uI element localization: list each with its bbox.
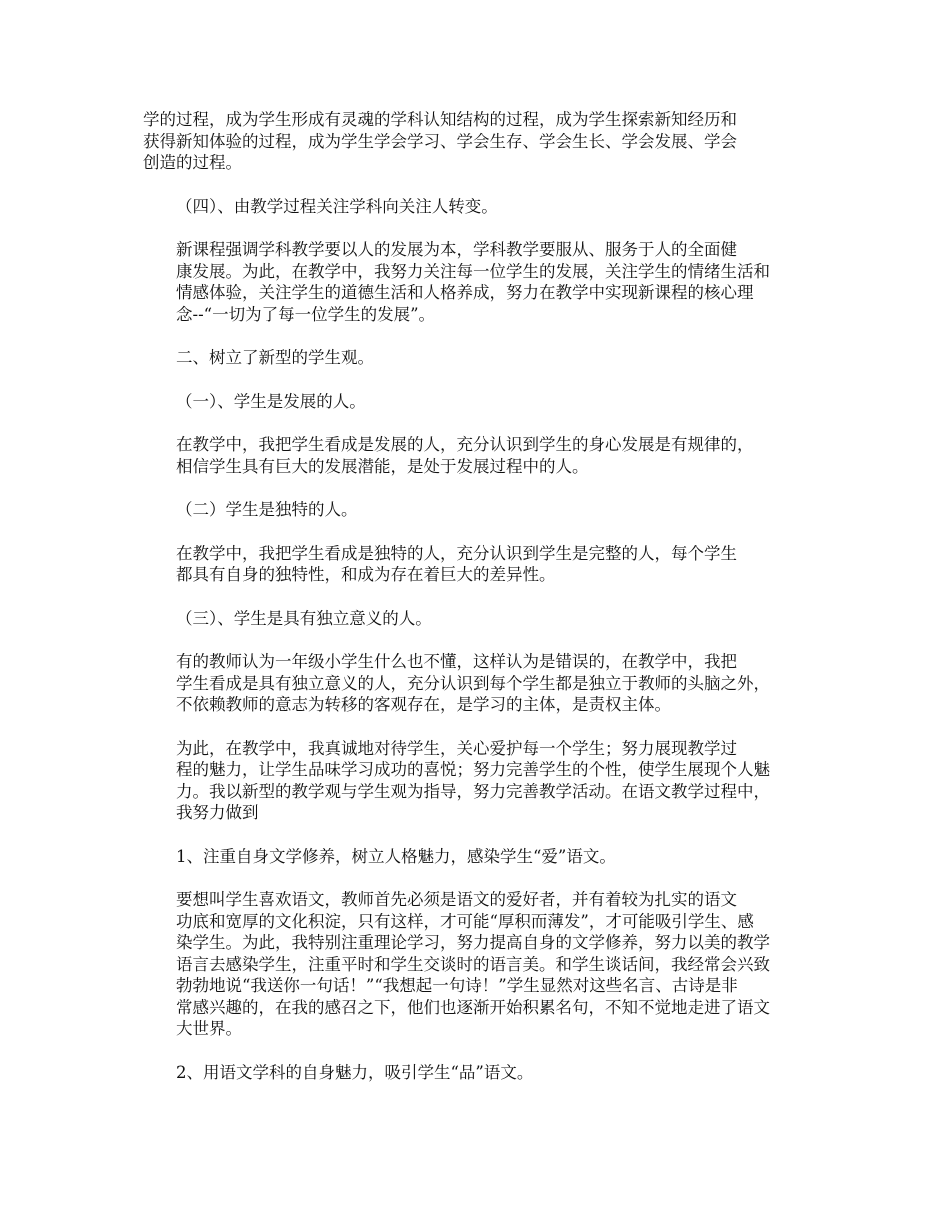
text-line: 我努力做到 [176, 803, 259, 822]
paragraph [143, 889, 823, 1040]
text-line: 常感兴趣的，在我的感召之下，他们也逐渐开始积累名句，不知不觉地走进了语文 [176, 997, 770, 1017]
section-heading [143, 846, 823, 868]
text-line: 不依赖教师的意志为转移的客观存在，是学习的主体，是责权主体。 [176, 695, 671, 714]
text-line: （二）学生是独特的人。 [176, 500, 358, 519]
document-body [143, 109, 823, 1105]
text-line: 1、注重自身文学修养，树立人格魅力，感染学生“爱”语文。 [176, 846, 616, 866]
section-heading [143, 391, 823, 413]
text-line: 创造的过程。 [143, 153, 242, 172]
text-line: 大世界。 [176, 1019, 242, 1038]
section-heading [143, 1062, 823, 1084]
section-heading [143, 196, 823, 218]
text-line: 语言去感染学生，注重平时和学生交谈时的语言美。和学生谈话间，我经常会兴致 [176, 954, 770, 974]
paragraph [143, 239, 823, 325]
paragraph [143, 109, 823, 174]
text-line: 勃勃地说“我送你一句话！”“我想起一句诗！”学生显然对这些名言、古诗是非 [176, 976, 738, 995]
text-line: 染学生。为此，我特别注重理论学习，努力提高自身的文学修养，努力以美的教学 [176, 933, 770, 952]
section-heading [143, 608, 823, 630]
text-line: 程的魅力，让学生品味学习成功的喜悦；努力完善学生的个性，使学生展现个人魅 [176, 760, 770, 779]
section-heading [143, 347, 823, 369]
text-line: 康发展。为此，在教学中，我努力关注每一位学生的发展，关注学生的情绪生活和 [176, 261, 770, 281]
text-line: （三）、学生是具有独立意义的人。 [176, 608, 432, 628]
text-line: （四）、由教学过程关注学科向关注人转变。 [176, 196, 498, 216]
text-line: 新课程强调学科教学要以人的发展为本，学科教学要服从、服务于人的全面健 [176, 240, 737, 259]
text-line: 2、用语文学科的自身魅力，吸引学生“品”语文。 [176, 1062, 534, 1082]
text-line: 力。我以新型的教学观与学生观为指导，努力完善教学活动。在语文教学过程中， [176, 781, 770, 801]
text-line: 获得新知体验的过程，成为学生学会学习、学会生存、学会生长、学会发展、学会 [143, 131, 737, 151]
paragraph [143, 543, 823, 586]
text-line: （一）、学生是发展的人。 [176, 391, 366, 411]
text-line: 二、树立了新型的学生观。 [176, 348, 374, 367]
paragraph [143, 738, 823, 824]
text-line: 为此，在教学中，我真诚地对待学生，关心爱护每一个学生；努力展现教学过 [176, 738, 737, 758]
text-line: 学生看成是具有独立意义的人，充分认识到每个学生都是独立于教师的头脑之外， [176, 673, 770, 693]
text-line: 学的过程，成为学生形成有灵魂的学科认知结构的过程，成为学生探索新知经历和 [143, 110, 737, 129]
text-line: 相信学生具有巨大的发展潜能，是处于发展过程中的人。 [176, 456, 589, 476]
paragraph [143, 651, 823, 716]
text-line: 功底和宽厚的文化积淀，只有这样，才可能“厚积而薄发”，才可能吸引学生、感 [176, 911, 754, 931]
section-heading [143, 499, 823, 521]
text-line: 在教学中，我把学生看成是独特的人，充分认识到学生是完整的人，每个学生 [176, 543, 737, 563]
text-line: 要想叫学生喜欢语文，教师首先必须是语文的爱好者，并有着较为扎实的语文 [176, 890, 737, 909]
text-line: 念--“一切为了每一位学生的发展”。 [176, 304, 436, 324]
text-line: 都具有自身的独特性，和成为存在着巨大的差异性。 [176, 565, 556, 584]
paragraph [143, 434, 823, 477]
text-line: 有的教师认为一年级小学生什么也不懂，这样认为是错误的，在教学中，我把 [176, 652, 737, 671]
text-line: 在教学中，我把学生看成是发展的人，充分认识到学生的身心发展是有规律的， [176, 435, 754, 454]
text-line: 情感体验，关注学生的道德生活和人格养成，努力在教学中实现新课程的核心理 [176, 283, 754, 302]
